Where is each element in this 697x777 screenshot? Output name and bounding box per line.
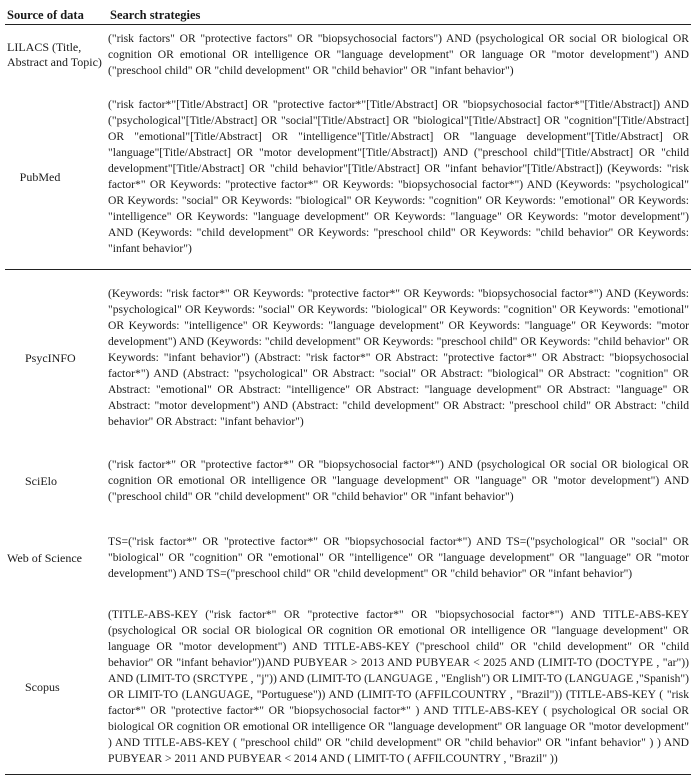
- table-row: [5, 25, 691, 85]
- table-row: [5, 85, 691, 270]
- source-label: PubMed: [19, 169, 61, 184]
- table-row: [5, 446, 691, 516]
- source-label: LILACS (Title, Abstract and Topic): [7, 40, 102, 69]
- header-search-strategies: Search strategies: [110, 8, 201, 22]
- header-source-of-data: Source of data: [7, 8, 84, 22]
- table-row: [5, 600, 691, 775]
- source-label: SciElo: [25, 473, 57, 488]
- search-strategy: (TITLE-ABS-KEY ("risk factor*" OR "protective factor*" OR "biopsychosocial factor*") AND TITLE-ABS-KEY (psychological OR social OR biological OR cognition OR emotional OR intelligence OR "language development" OR language OR "motor development") AND TITLE-ABS-KEY ("preschool child" OR "child development" OR "child behavior" OR "infant behavior"))AND PUBYEAR > 2013 AND PUBYEAR < 2025 AND (LIMIT-TO (DOCTYPE , "ar")) AND (LIMIT-TO (SRCTYPE , "j")) AND (LIMIT-TO (LANGUAGE , "English") OR LIMIT-TO (LANGUAGE ,"Spanish") OR LIMIT-TO (LANGUAGE, "Portuguese")) AND (LIMIT-TO (AFFILCOUNTRY , "Brazil")) (TITLE-ABS-KEY ( "risk factor*" OR "protective factor*" OR "biopsychosocial factor*" ) AND TITLE-ABS-KEY ( psychological OR social OR biological OR cognition OR emotional OR intelligence OR "language development" OR language OR "motor development" ) AND TITLE-ABS-KEY ( "preschool child" OR "child development" OR "child behavior" OR "infant behavior" ) ) AND PUBYEAR > 2011 AND PUBYEAR < 2014 AND ( LIMIT-TO ( AFFILCOUNTRY , "Brazil" )): [108, 608, 689, 765]
- source-label: Scopus: [25, 679, 60, 694]
- search-strategy: ("risk factor*" OR "protective factor*" OR "biopsychosocial factor*") AND (psychological OR social OR biological OR cognition OR emotional OR intelligence OR "language development" OR "language" OR "motor development") AND ("preschool child" OR "child development" OR "child behavior" OR "infant behavior"): [108, 458, 689, 503]
- search-strategies-table: [5, 4, 691, 775]
- source-label: Web of Science: [7, 550, 82, 565]
- table-row: [5, 270, 691, 446]
- search-strategy: ("risk factor*"[Title/Abstract] OR "protective factor*"[Title/Abstract] OR "biopsychosocial factor*"[Title/Abstract]) AND ("psychological"[Title/Abstract] OR "social"[Title/Abstract] OR "biological"[Title/Abstract] OR "cognition"[Title/Abstract] OR "emotional"[Title/Abstract] OR "intelligence"[Title/Abstract] OR "language development"[Title/Abstract] OR "language"[Title/Abstract] OR "motor development"[Title/Abstract]) AND ("preschool child"[Title/Abstract] OR "child development"[Title/Abstract] OR "child behavior"[Title/Abstract] OR "infant behavior"[Title/Abstract]) (Keywords: "risk factor*" OR Keywords: "protective factor*" OR Keywords: "biopsychosocial factor*") AND (Keywords: "psychological" OR Keywords: "social" OR Keywords: "biological" OR Keywords: "cognition" OR Keywords: "emotional" OR Keywords: "intelligence" OR Keywords: "language development" OR Keywords: "language" OR Keywords: "motor development") AND (Keywords: "child development" OR Keywords: "preschool child" OR Keywords: "child behavior" OR Keywords: "infant behavior"): [108, 98, 689, 255]
- source-label: PsycINFO: [25, 350, 76, 365]
- table-row: [5, 516, 691, 600]
- table-header: [5, 4, 691, 25]
- search-strategy: ("risk factors" OR "protective factors" OR "biopsychosocial factors") AND (psychological OR social OR biological OR cognition OR emotional OR intelligence OR "language development" OR language OR "motor development") AND ("preschool child" OR "child development" OR "child behavior" OR "infant behavior"): [108, 32, 689, 77]
- search-strategy: TS=("risk factor*" OR "protective factor*" OR "biopsychosocial factor*") AND TS=("psychological" OR "social" OR "biological" OR "cognition" OR "emotional" OR "intelligence" OR "language development" OR "language" OR "motor development") AND TS=("preschool child" OR "child development" OR "child behavior" OR "infant behavior"): [108, 535, 689, 580]
- search-strategy: (Keywords: "risk factor*" OR Keywords: "protective factor*" OR Keywords: "biopsychosocial factor*") AND (Keywords: "psychological" OR Keywords: "social" OR Keywords: "biological" OR Keywords: "cognition" OR Keywords: "emotional" OR Keywords: "intelligence" OR Keywords: "language development" OR Keywords: "language" OR Keywords: "motor development") AND (Keywords: "child development" OR Keywords: "preschool child" OR Keywords: "child behavior" OR Keywords: "infant behavior") (Abstract: "risk factor*" OR Abstract: "protective factor*" OR Abstract: "biopsychosocial factor*") AND (Abstract: "psychological" OR Abstract: "social" OR Abstract: "biological" OR Abstract: "cognition" OR Abstract: "emotional" OR Abstract: "intelligence" OR Abstract: "language development" OR Abstract: "language" OR Abstract: "motor development") AND (Abstract: "child development" OR Abstract: "preschool child" OR Abstract: "child behavior" OR Abstract: "infant behavior"): [108, 287, 689, 428]
